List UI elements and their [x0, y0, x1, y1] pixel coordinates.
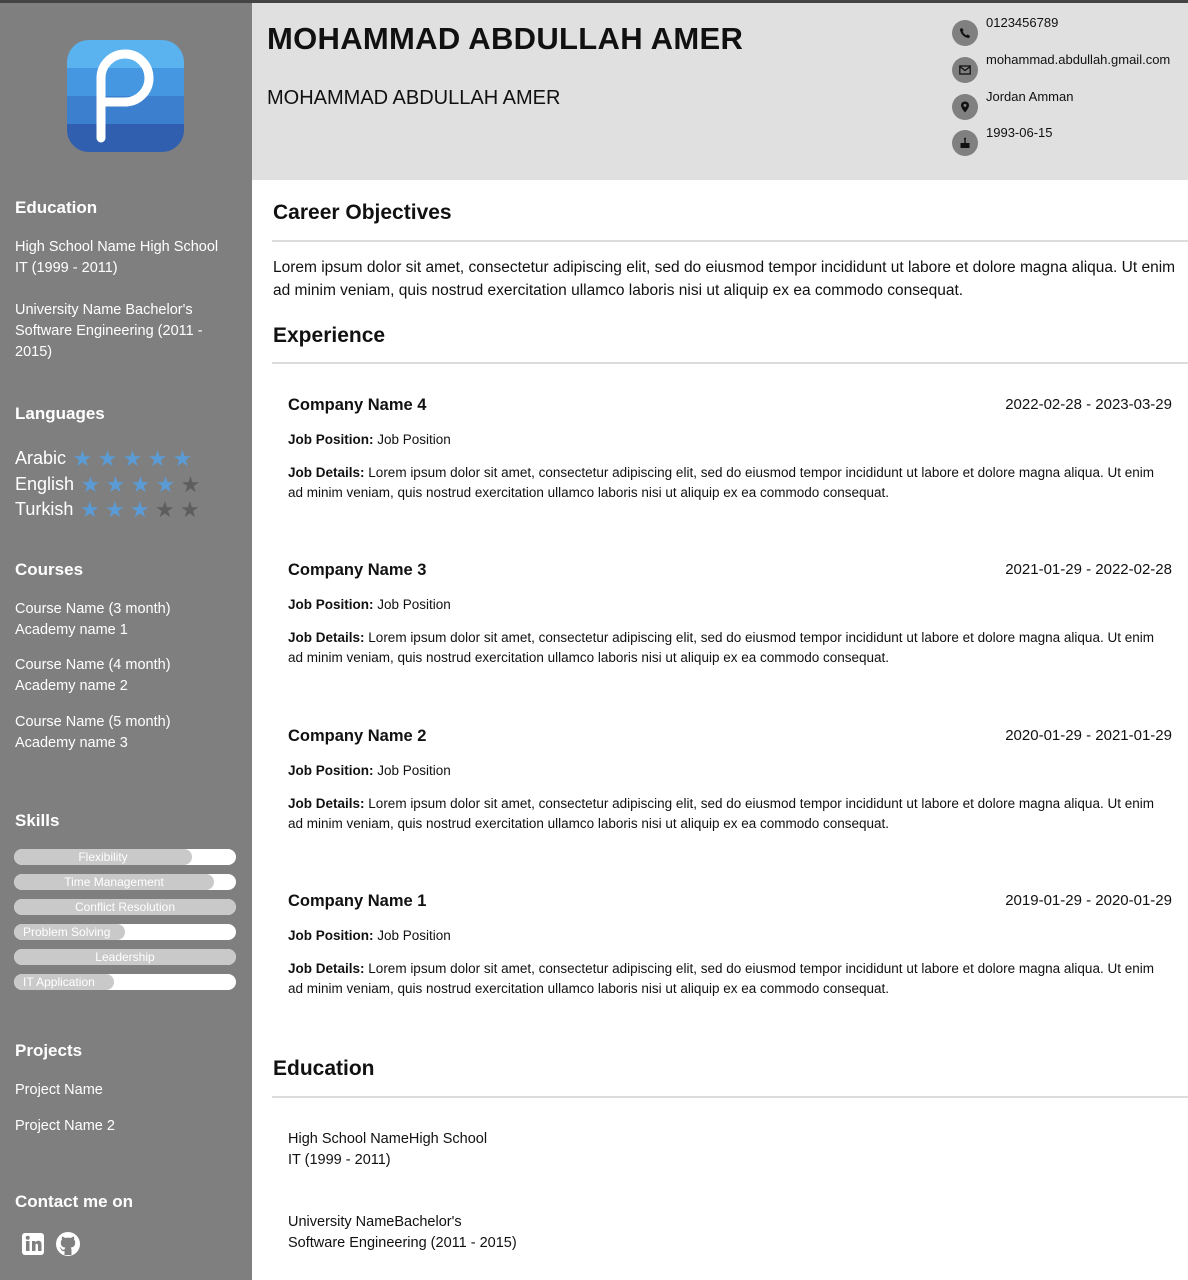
education-degree: IT (1999 - 2011) — [288, 1152, 391, 1168]
job-position: Job Position: Job Position — [288, 597, 451, 612]
location-pin-icon — [952, 94, 978, 120]
language-name: Arabic — [15, 448, 67, 468]
project-item: Project Name — [15, 1082, 103, 1098]
full-name: MOHAMMAD ABDULLAH AMER — [267, 21, 744, 56]
course-item — [15, 712, 240, 754]
course-name: Course Name (4 month) — [15, 657, 171, 673]
sidebar-languages-heading: Languages — [15, 404, 105, 423]
experience-heading: Experience — [273, 324, 386, 347]
star-icon: ★ — [130, 471, 151, 497]
education-degree: IT (1999 - 2011) — [15, 260, 118, 276]
course-academy: Academy name 2 — [15, 678, 128, 694]
company-name: Company Name 1 — [288, 892, 427, 910]
job-details: Job Details: Lorem ipsum dolor sit amet, consectetur adipiscing elit, sed do eiusmod tempor incididunt ut labore et dolore magna aliqua. Ut enim ad minim veniam, quis nostrud exercitation ullamco laboris nisi ut aliquip ex ea commodo consequat. — [288, 796, 1154, 831]
career-objectives-heading: Career Objectives — [273, 201, 452, 224]
language-item — [15, 472, 203, 497]
course-academy: Academy name 1 — [15, 622, 128, 638]
skill-name: IT Application — [23, 975, 95, 989]
job-position: Job Position: Job Position — [288, 928, 451, 943]
skill-bar — [14, 899, 236, 915]
divider — [272, 240, 1188, 242]
career-objectives-text: Lorem ipsum dolor sit amet, consectetur adipiscing elit, sed do eiusmod tempor incididunt ut labore et dolore magna aliqua. Ut enim ad minim veniam, quis nostrud exercitation ullamco laboris nisi ut aliquip ex ea commodo consequat. — [273, 259, 1176, 299]
star-icon: ★ — [154, 496, 175, 522]
skill-name: Time Management — [64, 875, 164, 889]
skill-bar — [14, 849, 236, 865]
star-icon: ★ — [147, 445, 168, 471]
contact-birthdate — [952, 125, 1053, 156]
education-degree: Software Engineering (2011 - — [15, 323, 203, 339]
sidebar-skills-heading: Skills — [15, 811, 60, 830]
star-icon: ★ — [104, 496, 125, 522]
sidebar-education-item — [15, 237, 240, 279]
job-details: Job Details: Lorem ipsum dolor sit amet, consectetur adipiscing elit, sed do eiusmod tempor incididunt ut labore et dolore magna aliqua. Ut enim ad minim veniam, quis nostrud exercitation ullamco laboris nisi ut aliquip ex ea commodo consequat. — [288, 630, 1154, 665]
course-name: Course Name (5 month) — [15, 714, 171, 730]
contact-location — [952, 89, 1073, 120]
location: Jordan Amman — [986, 89, 1074, 104]
company-name: Company Name 3 — [288, 561, 427, 579]
star-icon: ★ — [172, 445, 193, 471]
birthdate: 1993-06-15 — [986, 125, 1053, 140]
skill-bar — [14, 924, 236, 940]
sidebar-projects-heading: Projects — [15, 1041, 83, 1060]
star-icon: ★ — [129, 496, 150, 522]
p-letter-icon — [67, 40, 184, 152]
rating-stars — [77, 496, 202, 522]
divider — [272, 362, 1188, 364]
job-dates: 2021-01-29 - 2022-02-28 — [1005, 561, 1172, 578]
star-icon: ★ — [180, 471, 201, 497]
skill-name: Problem Solving — [23, 925, 111, 939]
job-dates: 2019-01-29 - 2020-01-29 — [1005, 892, 1172, 909]
sidebar — [0, 3, 252, 1280]
linkedin-icon[interactable] — [19, 1230, 47, 1258]
course-academy: Academy name 3 — [15, 735, 128, 751]
education-school: University NameBachelor's — [288, 1214, 462, 1230]
language-name: Turkish — [15, 499, 74, 519]
education-item — [288, 1129, 487, 1171]
education-school: High School Name High School — [15, 239, 219, 255]
course-name: Course Name (3 month) — [15, 601, 171, 617]
star-icon: ★ — [79, 496, 100, 522]
sidebar-courses-heading: Courses — [15, 560, 84, 579]
education-school: High School NameHigh School — [288, 1131, 488, 1147]
project-item: Project Name 2 — [15, 1118, 115, 1134]
job-dates: 2020-01-29 - 2021-01-29 — [1005, 727, 1172, 744]
phone-number: 0123456789 — [986, 15, 1059, 30]
job-dates: 2022-02-28 - 2023-03-29 — [1005, 396, 1172, 413]
resume-header — [252, 3, 1188, 180]
company-name: Company Name 2 — [288, 727, 427, 745]
sidebar-contact-heading: Contact me on — [15, 1192, 134, 1211]
email-address: mohammad.abdullah.gmail.com — [986, 52, 1171, 67]
skill-name: Conflict Resolution — [74, 900, 176, 914]
github-icon[interactable] — [54, 1230, 82, 1258]
header-subtitle: MOHAMMAD ABDULLAH AMER — [267, 87, 561, 109]
rating-stars — [70, 445, 195, 471]
star-icon: ★ — [105, 471, 126, 497]
education-heading: Education — [273, 1057, 375, 1080]
sidebar-education-item — [15, 300, 240, 363]
star-icon: ★ — [80, 471, 101, 497]
email-icon — [952, 57, 978, 83]
job-position: Job Position: Job Position — [288, 763, 451, 778]
skill-name: Leadership — [95, 950, 155, 964]
star-icon: ★ — [72, 445, 93, 471]
company-name: Company Name 4 — [288, 396, 427, 414]
skill-bar — [14, 974, 236, 990]
star-icon: ★ — [155, 471, 176, 497]
course-item — [15, 599, 240, 641]
job-details: Job Details: Lorem ipsum dolor sit amet, consectetur adipiscing elit, sed do eiusmod tempor incididunt ut labore et dolore magna aliqua. Ut enim ad minim veniam, quis nostrud exercitation ullamco laboris nisi ut aliquip ex ea commodo consequat. — [288, 465, 1154, 500]
star-icon: ★ — [97, 445, 118, 471]
language-item — [15, 446, 195, 471]
course-item — [15, 655, 240, 697]
language-item — [15, 497, 202, 522]
divider — [272, 1096, 1188, 1098]
star-icon: ★ — [179, 496, 200, 522]
job-details: Job Details: Lorem ipsum dolor sit amet, consectetur adipiscing elit, sed do eiusmod tempor incididunt ut labore et dolore magna aliqua. Ut enim ad minim veniam, quis nostrud exercitation ullamco laboris nisi ut aliquip ex ea commodo consequat. — [288, 961, 1154, 996]
language-name: English — [15, 474, 75, 494]
job-position: Job Position: Job Position — [288, 432, 451, 447]
education-item — [288, 1212, 517, 1254]
profile-logo — [67, 40, 184, 152]
education-degree-end: 2015) — [15, 344, 53, 360]
star-icon: ★ — [122, 445, 143, 471]
cake-icon — [952, 130, 978, 156]
rating-stars — [78, 471, 203, 497]
skill-bar — [14, 949, 236, 965]
education-degree: Software Engineering (2011 - 2015) — [288, 1235, 517, 1251]
phone-icon — [952, 20, 978, 46]
skill-bar — [14, 874, 236, 890]
sidebar-education-heading: Education — [15, 198, 98, 217]
contact-email — [952, 52, 1170, 83]
contact-phone — [952, 15, 1058, 46]
education-school: University Name Bachelor's — [15, 302, 193, 318]
skill-name: Flexibility — [78, 850, 128, 864]
